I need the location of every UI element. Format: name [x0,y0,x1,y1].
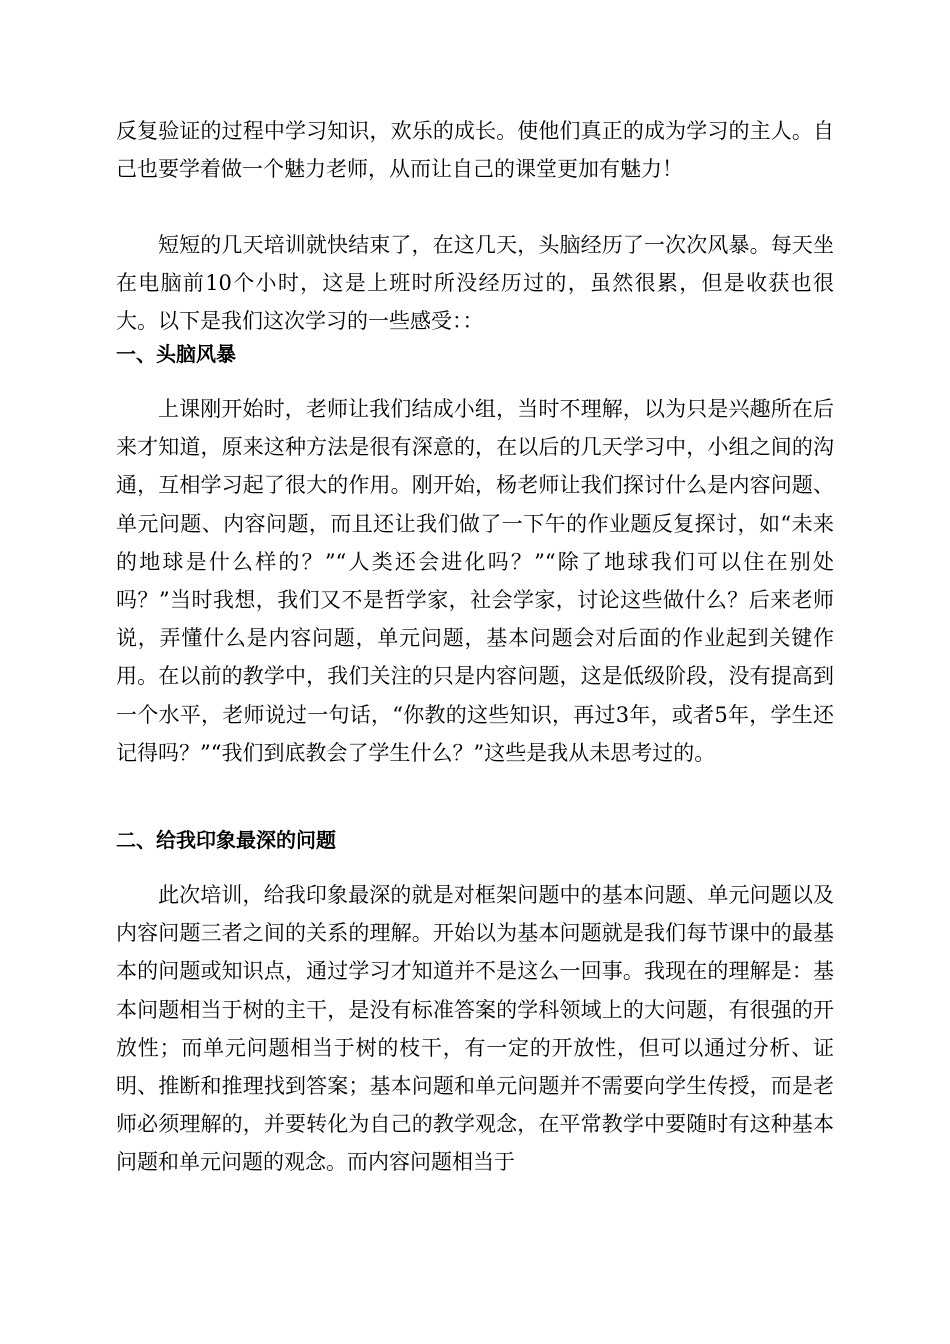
paragraph-framework-questions: 此次培训，给我印象最深的就是对框架问题中的基本问题、单元问题以及内容问题三者之间的关系的理解。开始以为基本问题就是我们每节课中的最基本的问题或知识点，通过学习才知道并不是这么一回事。我现在的理解是：基本问题相当于树的主干，是没有标准答案的学科领域上的大问题，有很强的开放性；而单元问题相当于树的枝干，有一定的开放性，但可以通过分析、证明、推断和推理找到答案；基本问题和单元问题并不需要向学生传授，而是老师必须理解的，并要转化为自己的教学观念，在平常教学中要随时有这种基本问题和单元问题的观念。而内容问题相当于 [116,883,834,1175]
section-heading-deepest-impression: 二、给我印象最深的问题 [116,828,336,852]
paragraph-continuation: 反复验证的过程中学习知识，欢乐的成长。使他们真正的成为学习的主人。自己也要学着做一个魅力老师，从而让自己的课堂更加有魅力！ [116,119,834,182]
paragraph-brainstorm: 上课刚开始时，老师让我们结成小组，当时不理解，以为只是兴趣所在后来才知道，原来这种方法是很有深意的，在以后的几天学习中，小组之间的沟通，互相学习起了很大的作用。刚开始，杨老师让我们探讨什么是内容问题、单元问题、内容问题，而且还让我们做了一下午的作业题反复探讨，如“未来的地球是什么样的？”“人类还会进化吗？”“除了地球我们可以住在别处吗？”当时我想，我们又不是哲学家，社会学家，讨论这些做什么？后来老师说，弄懂什么是内容问题，单元问题，基本问题会对后面的作业起到关键作用。在以前的教学中，我们关注的只是内容问题，这是低级阶段，没有提高到一个水平，老师说过一句话，“你教的这些知识，再过3年，或者5年，学生还记得吗？”“我们到底教会了学生什么？”这些是我从未思考过的。 [116,397,834,765]
paragraph-training-intro: 短短的几天培训就快结束了，在这几天，头脑经历了一次次风暴。每天坐在电脑前10个小时，这是上班时所没经历过的，虽然很累，但是收获也很大。以下是我们这次学习的一些感受：： [116,233,834,334]
section-heading-brainstorm: 一、头脑风暴 [116,342,236,366]
